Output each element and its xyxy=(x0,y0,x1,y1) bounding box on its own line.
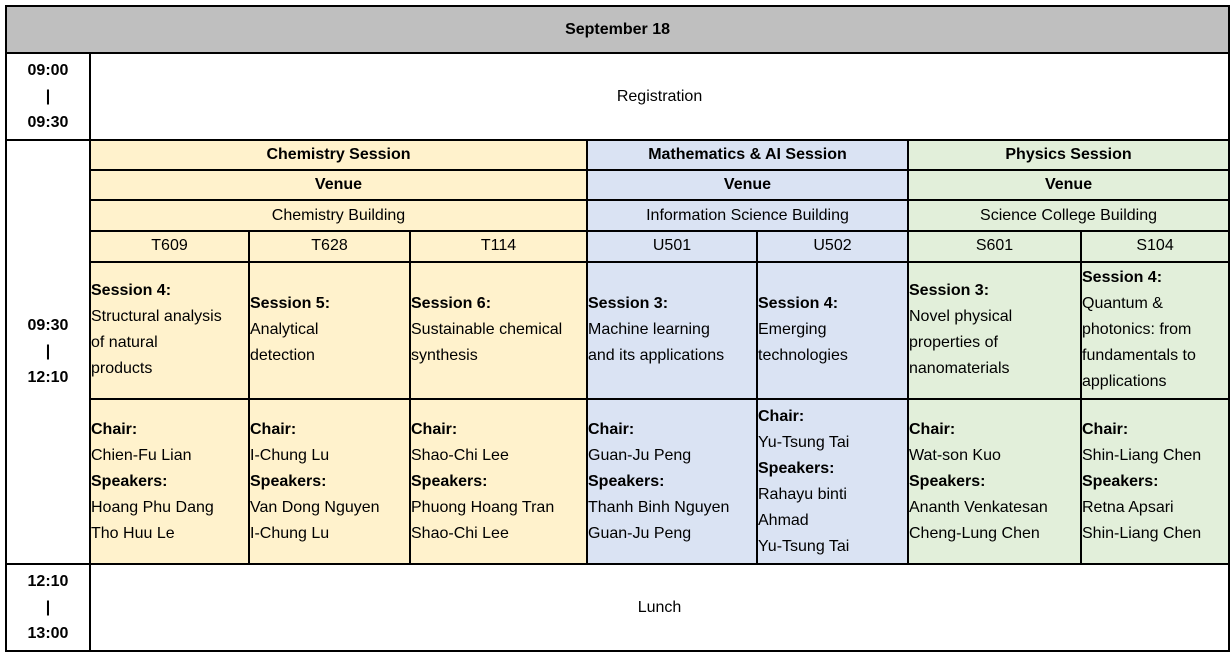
speakers-label: Speakers: xyxy=(91,472,168,490)
chair-name: Wat-son Kuo xyxy=(909,446,1001,464)
chair-label: Chair: xyxy=(250,420,297,438)
session-title-line: photonics: from xyxy=(1082,321,1192,339)
session-number: Session 4: xyxy=(91,282,172,300)
speaker-name: Cheng-Lung Chen xyxy=(909,524,1040,542)
physics-venue-label: Venue xyxy=(908,170,1229,200)
math-ai-venue-label: Venue xyxy=(587,170,908,200)
speaker-name: Guan-Ju Peng xyxy=(588,524,692,542)
session-title-line: Novel physical xyxy=(909,308,1013,326)
speakers-label: Speakers: xyxy=(758,459,835,477)
chair-label: Chair: xyxy=(1082,420,1129,438)
people-cell-s104 xyxy=(1081,399,1229,564)
session-title-line: Analytical xyxy=(250,321,319,339)
session-title-line: applications xyxy=(1082,373,1167,391)
session-number: Session 5: xyxy=(250,295,331,313)
room-t609: T609 xyxy=(90,231,249,261)
session-title-line: synthesis xyxy=(411,347,478,365)
room-t114: T114 xyxy=(410,231,587,261)
chair-label: Chair: xyxy=(411,420,458,438)
speakers-label: Speakers: xyxy=(909,472,986,490)
chemistry-building: Chemistry Building xyxy=(90,200,587,231)
session-number: Session 3: xyxy=(588,295,669,313)
session-title-line: Structural analysis xyxy=(91,308,222,326)
speaker-name: Shin-Liang Chen xyxy=(1082,524,1202,542)
speakers-label: Speakers: xyxy=(250,472,327,490)
session-title-line: properties of xyxy=(909,334,998,352)
chair-name: I-Chung Lu xyxy=(250,446,330,464)
session-title-line: and its applications xyxy=(588,347,725,365)
lunch-label: Lunch xyxy=(90,564,1229,651)
session-cell-s601 xyxy=(908,262,1081,400)
people-cell-s601 xyxy=(908,399,1081,564)
speaker-name: Rahayu binti xyxy=(758,485,847,503)
registration-start: 09:00 xyxy=(27,61,69,79)
session-cell-t628 xyxy=(249,262,410,400)
session-number: Session 4: xyxy=(1082,269,1163,287)
date-header: September 18 xyxy=(6,6,1229,53)
room-u501: U501 xyxy=(587,231,757,261)
speaker-name: I-Chung Lu xyxy=(250,524,330,542)
chemistry-venue-label: Venue xyxy=(90,170,587,200)
people-cell-u501 xyxy=(587,399,757,564)
session-title-line: detection xyxy=(250,347,315,365)
room-s104: S104 xyxy=(1081,231,1229,261)
speakers-label: Speakers: xyxy=(588,472,665,490)
session-cell-u502 xyxy=(757,262,908,400)
session-title-line: nanomaterials xyxy=(909,360,1010,378)
lunch-start: 12:10 xyxy=(27,572,69,590)
registration-label: Registration xyxy=(90,53,1229,140)
chair-label: Chair: xyxy=(588,420,635,438)
sessions-start: 09:30 xyxy=(27,317,69,335)
session-title-line: Machine learning xyxy=(588,321,710,339)
registration-end: 09:30 xyxy=(27,113,69,131)
lunch-sep: | xyxy=(45,598,51,616)
speaker-name: Shao-Chi Lee xyxy=(411,524,509,542)
chair-name: Shin-Liang Chen xyxy=(1082,446,1202,464)
session-title-line: Sustainable chemical xyxy=(411,321,563,339)
chair-name: Chien-Fu Lian xyxy=(91,446,192,464)
registration-sep: | xyxy=(45,87,51,105)
speaker-name: Phuong Hoang Tran xyxy=(411,498,555,516)
session-title-line: Quantum & xyxy=(1082,295,1163,313)
chemistry-session-title: Chemistry Session xyxy=(90,140,587,170)
registration-time xyxy=(6,53,90,140)
chair-name: Yu-Tsung Tai xyxy=(758,433,850,451)
room-u502: U502 xyxy=(757,231,908,261)
room-t628: T628 xyxy=(249,231,410,261)
chair-name: Guan-Ju Peng xyxy=(588,446,692,464)
session-title-line: of natural xyxy=(91,334,158,352)
speaker-name: Ahmad xyxy=(758,511,809,529)
sessions-sep: | xyxy=(45,343,51,361)
people-cell-t114 xyxy=(410,399,587,564)
speakers-label: Speakers: xyxy=(1082,472,1159,490)
chair-name: Shao-Chi Lee xyxy=(411,446,509,464)
session-title-line: technologies xyxy=(758,347,848,365)
session-cell-t114 xyxy=(410,262,587,400)
session-title-line: Emerging xyxy=(758,321,827,339)
speaker-name: Thanh Binh Nguyen xyxy=(588,498,730,516)
physics-building: Science College Building xyxy=(908,200,1229,231)
sessions-end: 12:10 xyxy=(27,369,69,387)
physics-session-title: Physics Session xyxy=(908,140,1229,170)
people-cell-u502 xyxy=(757,399,908,564)
speakers-label: Speakers: xyxy=(411,472,488,490)
session-cell-s104 xyxy=(1081,262,1229,400)
lunch-time xyxy=(6,564,90,651)
speaker-name: Hoang Phu Dang xyxy=(91,498,214,516)
speaker-name: Tho Huu Le xyxy=(91,524,175,542)
schedule-table xyxy=(5,5,1230,652)
session-title-line: fundamentals to xyxy=(1082,347,1196,365)
chair-label: Chair: xyxy=(91,420,138,438)
math-ai-building: Information Science Building xyxy=(587,200,908,231)
session-number: Session 3: xyxy=(909,282,990,300)
session-cell-t609 xyxy=(90,262,249,400)
session-number: Session 6: xyxy=(411,295,492,313)
math-ai-session-title: Mathematics & AI Session xyxy=(587,140,908,170)
chair-label: Chair: xyxy=(758,407,805,425)
session-title-line: products xyxy=(91,360,153,378)
sessions-time xyxy=(6,140,90,565)
speaker-name: Retna Apsari xyxy=(1082,498,1174,516)
session-cell-u501 xyxy=(587,262,757,400)
speaker-name: Van Dong Nguyen xyxy=(250,498,380,516)
chair-label: Chair: xyxy=(909,420,956,438)
lunch-end: 13:00 xyxy=(27,624,69,642)
people-cell-t628 xyxy=(249,399,410,564)
room-s601: S601 xyxy=(908,231,1081,261)
session-number: Session 4: xyxy=(758,295,839,313)
speaker-name: Ananth Venkatesan xyxy=(909,498,1048,516)
people-cell-t609 xyxy=(90,399,249,564)
speaker-name: Yu-Tsung Tai xyxy=(758,537,850,555)
